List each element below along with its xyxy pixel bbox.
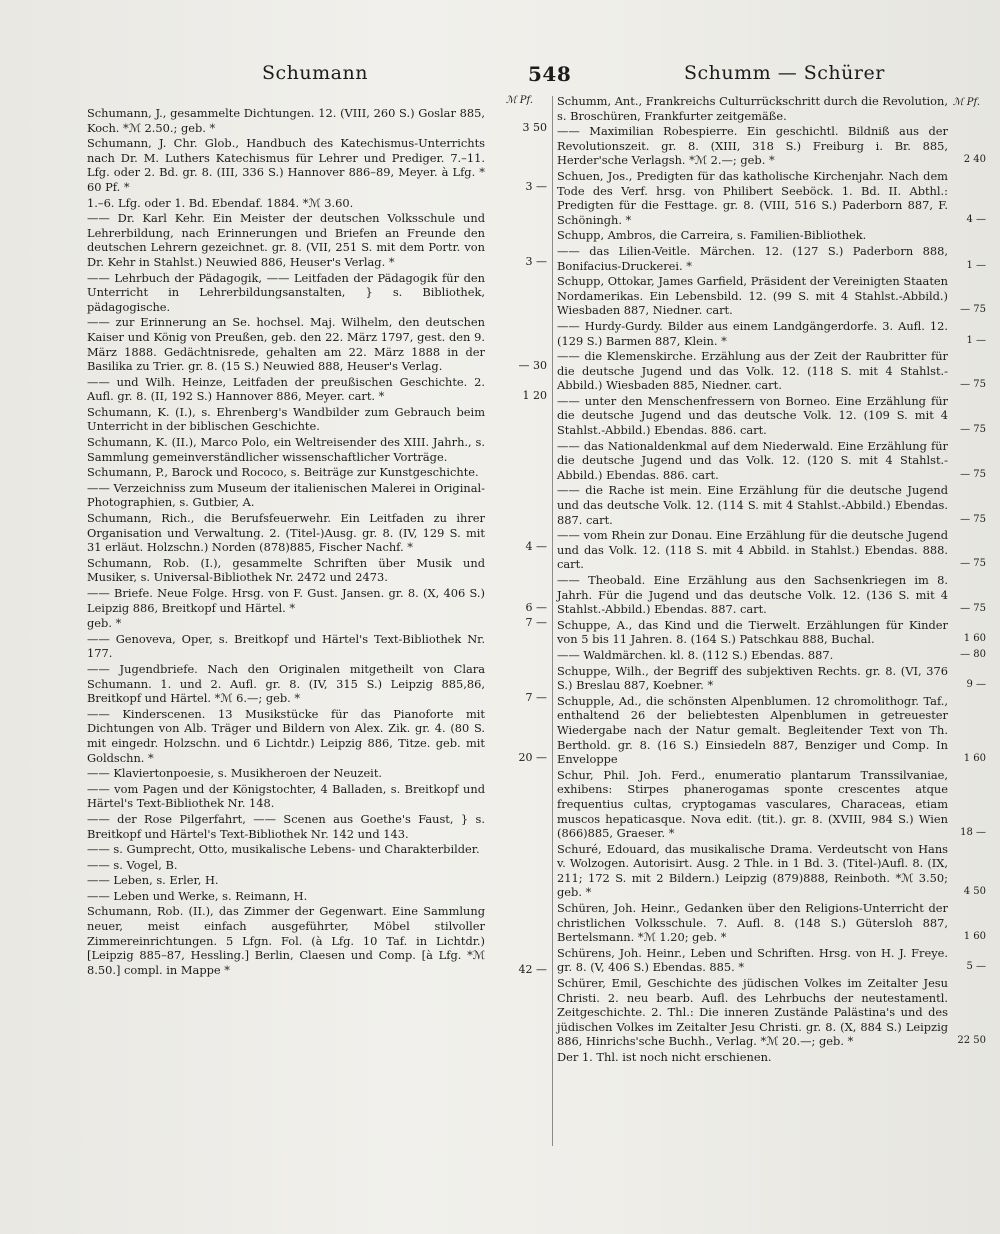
entry-text: —— Dr. Karl Kehr. Ein Meister der deutschen Volksschule und Lehrerbildung, nach Erinnerungen und Briefen an Freunde den deutschen Lehrern gezeichnet. gr. 8. (VII, 251 S. mit dem Portr. von Dr. Kehr in Stahlst.) Neuwied 886, Heuser's Verlag. * — [87, 211, 485, 269]
column-divider — [552, 96, 553, 1146]
entry-text: —— Leben, s. Erler, H. — [87, 873, 219, 888]
entry-text: —— Briefe. Neue Folge. Hrsg. von F. Gust. Jansen. gr. 8. (X, 406 S.) Leipzig 886, Breitkopf und Härtel. * — [87, 586, 485, 615]
catalog-entry — [87, 375, 547, 404]
entry-text: Schumm, Ant., Frankreichs Culturrückschritt durch die Revolution, s. Broschüren, Frankfurter zeitgemäße. — [557, 94, 948, 123]
entry-text: Schürens, Joh. Heinr., Leben und Schriften. Hrsg. von H. J. Freye. gr. 8. (V, 406 S.) Ebendas. 885. * — [557, 945, 948, 975]
entry-text: —— Lehrbuch der Pädagogik, —— Leitfaden der Pädagogik für den Unterricht in Lehrerbildungsanstalten, } s. Bibliothek, pädagogische. — [87, 270, 485, 314]
entry-price: 5 — — [966, 961, 986, 973]
entry-text: —— das Lilien-Veitle. Märchen. 12. (127 S.) Paderborn 888, Bonifacius-Druckerei. * — [557, 243, 948, 273]
entry-text: —— Hurdy-Gurdy. Bilder aus einem Landgängerdorfe. 3. Aufl. 12. (129 S.) Barmen 887, Klein. * — [557, 318, 948, 348]
catalog-entry — [87, 106, 547, 135]
entry-price: 4 — — [525, 540, 547, 554]
entry-price: 1 60 — [963, 753, 986, 765]
entry-text: Der 1. Thl. ist noch nicht erschienen. — [557, 1050, 772, 1064]
entry-price: 7 — — [525, 691, 547, 705]
entry-price: — 80 — [960, 648, 986, 660]
catalog-entry — [87, 271, 547, 315]
catalog-entry — [557, 945, 986, 975]
entry-text: —— und Wilh. Heinze, Leitfaden der preußischen Geschichte. 2. Aufl. gr. 8. (II, 192 S.) Hannover 886, Meyer. cart. * — [87, 374, 485, 404]
entry-price: 7 — — [525, 616, 547, 630]
entry-text: Schur, Phil. Joh. Ferd., enumeratio plantarum Transsilvaniae, exhibens: Stirpes phanerogamas sponte crescentes atque frequentius cultas, cryptogamas vasculares, Characeas, etiam muscos hepaticasque. Nova edit. (tit.). gr. 8. (XVIII, 984 S.) Wien (866)885, Graeser. * — [557, 767, 948, 841]
catalog-entry — [557, 243, 986, 273]
catalog-entry — [557, 124, 986, 168]
entry-text: Schumann, Rob. (II.), das Zimmer der Gegenwart. Eine Sammlung neuer, meist einfach ausgeführter, Möbel stilvoller Zimmereinrichtungen. 5 Lfgn. Fol. (à Lfg. 10 Taf. in Lichtdr.) [Leipzig 885–87, Hessling.] Berlin, Claesen und Comp. [à Lfg. *ℳ 8.50.] compl. in Mappe * — [87, 904, 485, 977]
entry-text: —— das Nationaldenkmal auf dem Niederwald. Eine Erzählung für die deutsche Jugend und das Volk. 12. (120 S. mit 4 Stahlst.-Abbild.) Ebendas. 886. cart. — [557, 438, 948, 482]
catalog-entry — [557, 483, 986, 527]
catalog-entry — [87, 511, 547, 555]
catalog-entry — [557, 168, 986, 227]
price-column-head: ℳ Pf. — [505, 95, 533, 106]
catalog-entry — [557, 528, 986, 572]
catalog-entry — [87, 707, 547, 765]
entry-text: —— Maximilian Robespierre. Ein geschichtl. Bildniß aus der Revolutionszeit. gr. 8. (XIII, 318 S.) Freiburg i. Br. 885, Herder'sche Verlagsh. *ℳ 2.—; geb. * — [557, 124, 948, 168]
left-column — [87, 94, 547, 978]
entry-text: Schumann, K. (I.), s. Ehrenberg's Wandbilder zum Gebrauch beim Unterricht in der biblischen Geschichte. — [87, 404, 485, 434]
catalog-entry — [87, 556, 547, 585]
catalog-entry — [557, 693, 986, 767]
catalog-entry — [87, 766, 547, 781]
catalog-entry — [87, 586, 547, 615]
catalog-entry — [87, 465, 547, 480]
entry-text: —— der Rose Pilgerfahrt, —— Scenen aus Goethe's Faust, } s. Breitkopf und Härtel's Text-Bibliothek Nr. 142 und 143. — [87, 811, 485, 841]
entry-price: 4 50 — [963, 886, 986, 898]
catalog-entry — [87, 873, 547, 888]
catalog-entry — [87, 136, 547, 194]
catalog-entry — [557, 841, 986, 900]
catalog-entry — [557, 617, 986, 647]
entry-text: Schumann, J. Chr. Glob., Handbuch des Katechismus-Unterrichts nach Dr. M. Luthers Katechismus für Lehrer und Prediger. 7.–11. Lfg. oder 2. Bd. gr. 8. (III, 336 S.) Hannover 886–89, Meyer. à Lfg. * 60 Pf. * — [87, 136, 485, 194]
entry-text: Schupple, Ad., die schönsten Alpenblumen. 12 chromolithogr. Taf., enthaltend 26 der beliebtesten Alpenblumen in getreuester Wiedergabe nach der Natur gemalt. Begleitender Text von Th. Berthold. gr. 8. (16 S.) Einsiedeln 887, Benziger und Comp. In Enveloppe — [557, 693, 948, 767]
catalog-entry — [87, 435, 547, 464]
catalog-entry — [557, 393, 986, 438]
catalog-entry — [87, 782, 547, 811]
price-column-head: ℳ Pf. — [952, 97, 980, 108]
entry-text: —— Waldmärchen. kl. 8. (112 S.) Ebendas. 887. — [557, 647, 834, 662]
entry-text: —— Leben und Werke, s. Reimann, H. — [87, 888, 308, 903]
catalog-entry — [557, 647, 986, 663]
entry-text: —— zur Erinnerung an Se. hochsel. Maj. Wilhelm, den deutschen Kaiser und König von Preußen, geb. den 22. März 1797, gest. den 9. März 1888. Gedächtnisrede, gehalten am 22. März 1888 in der Basilika zu Trier. gr. 8. (15 S.) Neuwied 888, Heuser's Verlag. — [87, 315, 485, 374]
entry-price: 6 — — [525, 600, 547, 614]
catalog-entry — [87, 842, 547, 857]
entry-price: 3 — — [525, 179, 547, 193]
entry-price: 22 50 — [957, 1035, 986, 1047]
entry-text: Schumann, J., gesammelte Dichtungen. 12. (VIII, 260 S.) Goslar 885, Koch. *ℳ 2.50.; geb. * — [87, 106, 485, 135]
entry-text: Schuppe, Wilh., der Begriff des subjektiven Rechts. gr. 8. (VI, 376 S.) Breslau 887, Koebner. * — [557, 663, 948, 693]
catalog-entry — [87, 211, 547, 269]
entry-text: —— Theobald. Eine Erzählung aus den Sachsenkriegen im 8. Jahrh. Für die Jugend und das deutsche Volk. 12. (136 S. mit 4 Stahlst.-Abbild.) Ebendas. 887. cart. — [557, 573, 948, 617]
entry-text: —— unter den Menschenfressern von Borneo. Eine Erzählung für die deutsche Jugend und das deutsche Volk. 12. (109 S. mit 4 Stahlst.-Abbild.) Ebendas. 886. cart. — [557, 393, 948, 438]
entry-text: Schuré, Edouard, das musikalische Drama. Verdeutscht von Hans v. Wolzogen. Autorisirt. Ausg. 2 Thle. in 1 Bd. 3. (Titel-)Aufl. 8. (IX, 211; 172 S. mit 2 Bildern.) Leipzig (879)888, Reinboth. *ℳ 3.50; geb. * — [557, 841, 948, 900]
entry-price: — 75 — [960, 379, 986, 391]
entry-text: —— vom Rhein zur Donau. Eine Erzählung für die deutsche Jugend und das Volk. 12. (118 S. mit 4 Abbild. in Stahlst.) Ebendas. 888. cart. — [557, 528, 948, 572]
entry-price: 3 — — [525, 254, 547, 268]
entry-text: —— die Klemenskirche. Erzählung aus der Zeit der Raubritter für die deutsche Jugend und das Volk. 12. (118 S. mit 4 Stahlst.-Abbild.) Wiesbaden 885, Niedner. cart. — [557, 349, 948, 393]
entry-text: Schupp, Ambros, die Carreira, s. Familien-Bibliothek. — [557, 228, 867, 243]
entry-price: — 30 — [518, 359, 547, 373]
entry-text: —— s. Gumprecht, Otto, musikalische Lebens- und Charakterbilder. — [87, 842, 480, 857]
entry-price: — 75 — [960, 304, 986, 316]
entry-price: — 75 — [960, 513, 986, 525]
entry-price: 3 50 — [522, 120, 547, 134]
entry-price: — 75 — [960, 424, 986, 436]
catalog-entry — [87, 196, 547, 211]
catalog-entry — [557, 901, 986, 945]
catalog-entry — [87, 812, 547, 841]
entry-price: 1 20 — [522, 389, 547, 403]
entry-price: 1 60 — [963, 931, 986, 943]
entry-price: — 75 — [960, 603, 986, 615]
catalog-entry — [87, 405, 547, 434]
catalog-entry — [87, 315, 547, 373]
entry-text: 1.–6. Lfg. oder 1. Bd. Ebendaf. 1884. *ℳ 3.60. — [87, 195, 354, 210]
entry-text: Schuppe, A., das Kind und die Tierwelt. Erzählungen für Kinder von 5 bis 11 Jahren. 8. (164 S.) Patschkau 888, Buchal. — [557, 617, 948, 647]
running-head-left: Schumann — [262, 62, 368, 84]
catalog-entry — [87, 858, 547, 873]
entry-price: 18 — — [960, 827, 986, 839]
entry-text: —— Klaviertonpoesie, s. Musikheroen der Neuzeit. — [87, 766, 383, 781]
entry-price: 2 40 — [963, 154, 986, 166]
right-column — [557, 94, 986, 1066]
entry-price: 1 — — [966, 334, 986, 346]
catalog-entry — [557, 318, 986, 348]
entry-text: Schüren, Joh. Heinr., Gedanken über den Religions-Unterricht der christlichen Volksschule. 7. Aufl. 8. (148 S.) Gütersloh 887, Bertelsmann. *ℳ 1.20; geb. * — [557, 901, 948, 945]
catalog-entry — [557, 438, 986, 483]
entry-text: —— Jugendbriefe. Nach den Originalen mitgetheilt von Clara Schumann. 1. und 2. Aufl. gr. 8. (IV, 315 S.) Leipzig 885,86, Breitkopf und Härtel. *ℳ 6.—; geb. * — [87, 661, 485, 706]
entry-text: —— vom Pagen und der Königstochter, 4 Balladen, s. Breitkopf und Härtel's Text-Bibliothek Nr. 148. — [87, 781, 485, 811]
catalog-entry — [557, 1050, 962, 1065]
catalog-entry — [87, 662, 547, 706]
entry-price: — 75 — [960, 468, 986, 480]
entry-text: —— Genoveva, Oper, s. Breitkopf und Härtel's Text-Bibliothek Nr. 177. — [87, 631, 485, 661]
left-entries — [87, 106, 547, 977]
catalog-entry — [557, 274, 986, 318]
entry-text: Schumann, P., Barock und Rococo, s. Beiträge zur Kunstgeschichte. — [87, 465, 479, 480]
entry-text: Schumann, K. (II.), Marco Polo, ein Weltreisender des XIII. Jahrh., s. Sammlung gemeinverständlicher wissenschaftlicher Vorträge. — [87, 435, 485, 464]
entry-text: Schumann, Rich., die Berufsfeuerwehr. Ein Leitfaden zu ihrer Organisation und Verwaltung. 2. (Titel-)Ausg. gr. 8. (IV, 129 S. mit 31 erläut. Holzschn.) Norden (878)885, Fischer Nachf. * — [87, 511, 485, 555]
catalog-entry — [557, 663, 986, 693]
entry-text: —— Verzeichniss zum Museum der italienischen Malerei in Original-Photographien, s. Gutbier, A. — [87, 480, 485, 510]
catalog-entry — [87, 632, 547, 661]
catalog-entry — [87, 616, 547, 631]
entry-price: — 75 — [960, 558, 986, 570]
entry-price: 20 — — [518, 750, 547, 764]
catalog-entry — [557, 349, 986, 393]
catalog-entry — [557, 767, 986, 841]
entry-price: 4 — — [966, 213, 986, 225]
entry-text: Schumann, Rob. (I.), gesammelte Schriften über Musik und Musiker, s. Universal-Bibliothek Nr. 2472 und 2473. — [87, 555, 485, 585]
entry-text: Schupp, Ottokar, James Garfield, Präsident der Vereinigten Staaten Nordamerikas. Ein Lebensbild. 12. (99 S. mit 4 Stahlst.-Abbild.) Wiesbaden 887, Niedner. cart. — [557, 274, 948, 318]
catalog-entry — [557, 976, 986, 1049]
catalog-entry — [87, 904, 547, 977]
catalog-entry — [557, 94, 962, 123]
entry-price: 9 — — [966, 679, 986, 691]
catalog-entry — [87, 481, 547, 510]
entry-text: —— die Rache ist mein. Eine Erzählung für die deutsche Jugend und das deutsche Volk. 12. (114 S. mit 4 Stahlst.-Abbild.) Ebendas. 887. cart. — [557, 483, 948, 527]
entry-text: Schürer, Emil, Geschichte des jüdischen Volkes im Zeitalter Jesu Christi. 2. neu bearb. Aufl. des Lehrbuchs der neutestamentl. Zeitgeschichte. 2. Thl.: Die inneren Zustände Palästina's und des jüdischen Volkes im Zeitalter Jesu Christi. gr. 8. (X, 884 S.) Leipzig 886, Hinrichs'sche Buchh., Verlag. *ℳ 20.—; geb. * — [557, 976, 948, 1049]
entry-price: 1 — — [966, 259, 986, 271]
page-number: 548 — [528, 62, 572, 86]
entry-price: 1 60 — [963, 633, 986, 645]
running-head-right: Schumm — Schürer — [684, 62, 885, 84]
entry-price: 42 — — [518, 962, 547, 976]
entry-text: —— s. Vogel, B. — [87, 857, 178, 872]
catalog-entry — [557, 228, 962, 243]
entry-text: —— Kinderscenen. 13 Musikstücke für das Pianoforte mit Dichtungen von Alb. Träger und Bildern von Alex. Zik. gr. 4. (80 S. mit eingedr. Holzschn. und 6 Lichtdr.) Leipzig 886, Titze. geb. mit Goldschn. * — [87, 706, 485, 765]
catalog-entry — [557, 573, 986, 617]
entry-text: geb. * — [87, 616, 122, 631]
catalog-entry — [87, 889, 547, 904]
entry-text: Schuen, Jos., Predigten für das katholische Kirchenjahr. Nach dem Tode des Verf. hrsg. von Philibert Seeböck. 1. Bd. II. Abthl.: Predigten für die Festtage. gr. 8. (VIII, 516 S.) Paderborn 887, F. Schöningh. * — [557, 168, 948, 227]
